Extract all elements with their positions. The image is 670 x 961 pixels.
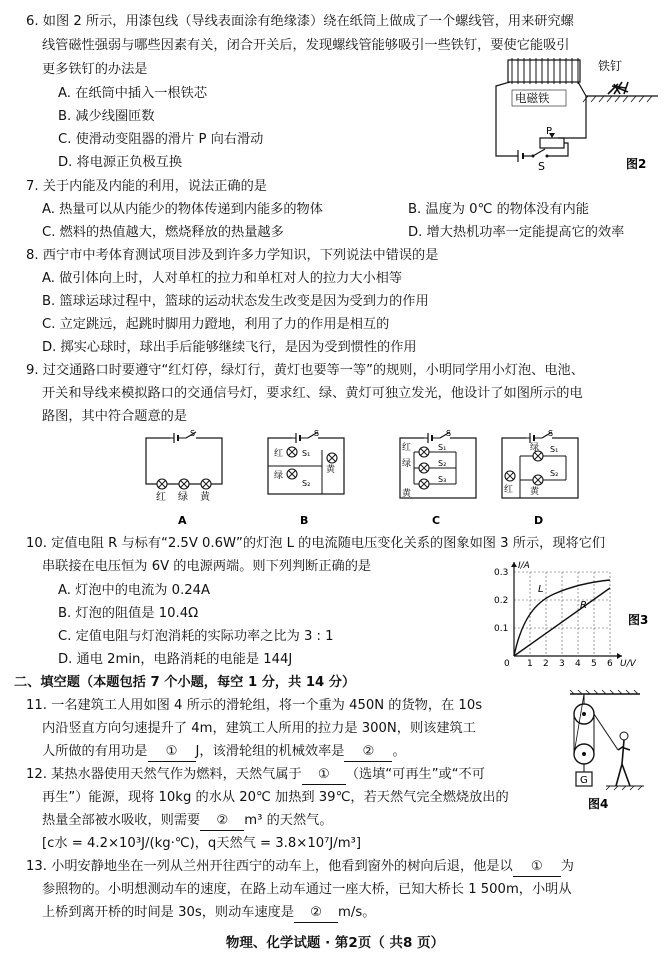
q12-line-3: 热量全部被水吸收，则需要 ② m³ 的天然气。 — [42, 812, 333, 831]
q12-blank-1[interactable]: ① — [302, 766, 346, 785]
q10-option-d: D. 通电 2min，电路消耗的电能是 144J — [58, 652, 293, 667]
figure-4-pulley — [560, 690, 650, 820]
q7-option-a: A. 热量可以从内能少的物体传递到内能多的物体 — [42, 202, 323, 217]
electromagnet-label: 电磁铁 — [515, 91, 550, 105]
q6-stem-line-2: 线管磁性强弱与哪些因素有关，闭合开关后，发现螺线管能够吸引一些铁钉，要使它能吸引 — [42, 38, 570, 53]
circuit-c — [394, 430, 482, 530]
nail-label: 铁钉 — [598, 59, 623, 73]
svg-text:S: S — [548, 430, 554, 438]
svg-text:红: 红 — [504, 485, 514, 495]
q7-option-b: B. 温度为 0℃ 的物体没有内能 — [408, 202, 589, 217]
svg-text:S₂: S₂ — [438, 459, 447, 468]
circuit-b-label: B — [300, 514, 309, 527]
q11-blank-1[interactable]: ① — [148, 743, 196, 762]
figure-2-solenoid-circuit — [478, 56, 663, 172]
q8-stem: 8. 西宁市中考体育测试项目涉及到许多力学知识，下列说法中错误的是 — [26, 248, 439, 263]
q10-option-b: B. 灯泡的阻值是 10.4Ω — [58, 606, 199, 621]
q11-line-2: 内沿竖直方向匀速提升了 4m，建筑工人所用的拉力是 300N，则该建筑工 — [42, 721, 476, 736]
q9-stem-line-2: 开关和导线来模拟路口的交通信号灯，要求红、绿、黄灯可独立发光，他设计了如图所示的电 — [42, 386, 583, 401]
svg-text:绿: 绿 — [178, 492, 188, 503]
svg-text:S₂: S₂ — [550, 469, 559, 478]
circuit-c-label: C — [432, 514, 441, 527]
svg-text:绿: 绿 — [274, 471, 284, 481]
svg-text:S₁: S₁ — [302, 449, 311, 458]
q6-option-b: B. 减少线圈匝数 — [58, 109, 155, 124]
svg-text:黄: 黄 — [530, 487, 540, 497]
q11-line-1: 11. 一名建筑工人用如图 4 所示的滑轮组，将一个重为 450N 的货物，在 10s — [26, 698, 483, 713]
graph-origin: 0 — [504, 659, 510, 669]
q6-option-a: A. 在纸筒中插入一根铁芯 — [58, 86, 208, 101]
circuit-b — [262, 430, 350, 530]
svg-text:绿: 绿 — [402, 459, 412, 469]
svg-text:S₁: S₁ — [438, 443, 447, 452]
svg-text:红: 红 — [274, 449, 284, 459]
section-2-title: 二、填空题（本题包括 7 个小题，每空 1 分，共 14 分） — [14, 675, 356, 690]
svg-text:S₂: S₂ — [302, 479, 311, 488]
q6-stem-line-1: 6. 如图 2 所示，用漆包线（导线表面涂有绝缘漆）绕在纸筒上做成了一个螺线管，用来研究螺 — [26, 14, 574, 29]
q8-option-c: C. 立定跳远，起跳时脚用力蹬地，利用了力的作用是相互的 — [42, 317, 390, 332]
figure-4-caption: 图4 — [588, 797, 609, 811]
q9-stem-line-1: 9. 过交通路口时要遵守“红灯停，绿灯行，黄灯也要等一等”的规则，小明同学用小灯泡、电池、 — [26, 363, 584, 378]
curve-r-label: R — [580, 600, 587, 611]
figure-2-caption: 图2 — [626, 157, 647, 171]
q10-stem-line-1: 10. 定值电阻 R 与标有“2.5V 0.6W”的灯泡 L 的电流随电压变化关系的图象如图 3 所示，现将它们 — [26, 536, 606, 551]
q12-constants: [c水 = 4.2×10³J/(kg·℃)，q天然气 = 3.8×10⁷J/m³] — [42, 836, 361, 851]
graph-xlabel: U/V — [620, 659, 636, 669]
svg-text:黄: 黄 — [326, 465, 336, 475]
svg-text:红: 红 — [402, 443, 412, 453]
q12-blank-2[interactable]: ② — [200, 812, 244, 831]
svg-text:S: S — [446, 430, 452, 438]
x-tick-4: 4 — [575, 659, 581, 669]
q8-option-d: D. 掷实心球时，球出手后能够继续飞行，是因为受到惯性的作用 — [42, 340, 417, 355]
q7-stem: 7. 关于内能及内能的利用，说法正确的是 — [26, 179, 267, 194]
svg-text:红: 红 — [156, 492, 166, 503]
q13-blank-2[interactable]: ② — [294, 904, 338, 923]
curve-l-label: L — [538, 584, 544, 595]
q10-option-c: C. 定值电阻与灯泡消耗的实际功率之比为 3 : 1 — [58, 629, 334, 644]
circuit-a — [140, 430, 228, 530]
q8-option-a: A. 做引体向上时，人对单杠的拉力和单杠对人的拉力大小相等 — [42, 271, 403, 286]
q6-stem-line-3: 更多铁钉的办法是 — [42, 62, 148, 77]
q13-line-1: 13. 小明安静地坐在一列从兰州开往西宁的动车上，他看到窗外的树向后退，他是以 ① 为 — [26, 858, 574, 877]
x-tick-5: 5 — [591, 659, 597, 669]
figure-3-caption: 图3 — [628, 613, 649, 627]
svg-text:S₃: S₃ — [438, 475, 447, 484]
q11-line-3: 人所做的有用功是 ① J，该滑轮组的机械效率是 ② 。 — [42, 743, 406, 762]
q10-stem-line-2: 串联接在电压恒为 6V 的电源两端。则下列判断正确的是 — [42, 559, 372, 574]
y-tick-0.2: 0.2 — [494, 596, 509, 606]
q8-option-b: B. 篮球运球过程中，篮球的运动状态发生改变是因为受到力的作用 — [42, 294, 429, 309]
y-tick-0.1: 0.1 — [494, 624, 509, 634]
q6-option-d: D. 将电源正负极互换 — [58, 155, 183, 170]
svg-text:黄: 黄 — [200, 492, 210, 503]
circuit-d-label: D — [534, 514, 544, 527]
q11-blank-2[interactable]: ② — [344, 743, 392, 762]
switch-s-label: S — [538, 160, 545, 172]
q10-option-a: A. 灯泡中的电流为 0.24A — [58, 583, 211, 598]
svg-text:S: S — [190, 430, 196, 438]
graph-ylabel: I/A — [518, 561, 530, 571]
q7-option-c: C. 燃料的热值越大，燃烧释放的热量越多 — [42, 225, 284, 240]
x-tick-1: 1 — [527, 659, 533, 669]
q13-line-3: 上桥到离开桥的时间是 30s，则动车速度是 ② m/s。 — [42, 904, 375, 923]
circuit-a-label: A — [178, 514, 187, 527]
rheostat-p-label: P — [546, 126, 553, 137]
q12-line-2: 再生”）能源，现将 10kg 的水从 20℃ 加热到 39℃，若天然气完全燃烧放出的 — [42, 790, 509, 805]
x-tick-3: 3 — [559, 659, 565, 669]
q6-option-c: C. 使滑动变阻器的滑片 P 向右滑动 — [58, 132, 264, 147]
q13-blank-1[interactable]: ① — [513, 858, 561, 877]
x-tick-2: 2 — [543, 659, 549, 669]
load-g-label: G — [580, 775, 588, 786]
svg-text:黄: 黄 — [402, 489, 412, 499]
x-tick-6: 6 — [607, 659, 613, 669]
q12-line-1: 12. 某热水器使用天然气作为燃料，天然气属于 ① （选填“可再生”或“不可 — [26, 766, 485, 785]
svg-text:S₁: S₁ — [550, 445, 559, 454]
svg-text:绿: 绿 — [530, 443, 540, 453]
circuit-d — [496, 430, 584, 530]
q9-stem-line-3: 路图，其中符合题意的是 — [42, 409, 188, 424]
q13-line-2: 参照物的。小明想测动车的速度，在路上动车通过一座大桥，已知大桥长 1 500m，小明从 — [42, 882, 572, 897]
svg-text:S: S — [314, 430, 320, 438]
figure-3-iu-graph — [490, 558, 662, 670]
y-tick-0.3: 0.3 — [494, 568, 509, 578]
q7-option-d: D. 增大热机功率一定能提高它的效率 — [408, 225, 625, 240]
page-footer: 物理、化学试题 · 第2页（ 共8 页） — [225, 935, 445, 951]
